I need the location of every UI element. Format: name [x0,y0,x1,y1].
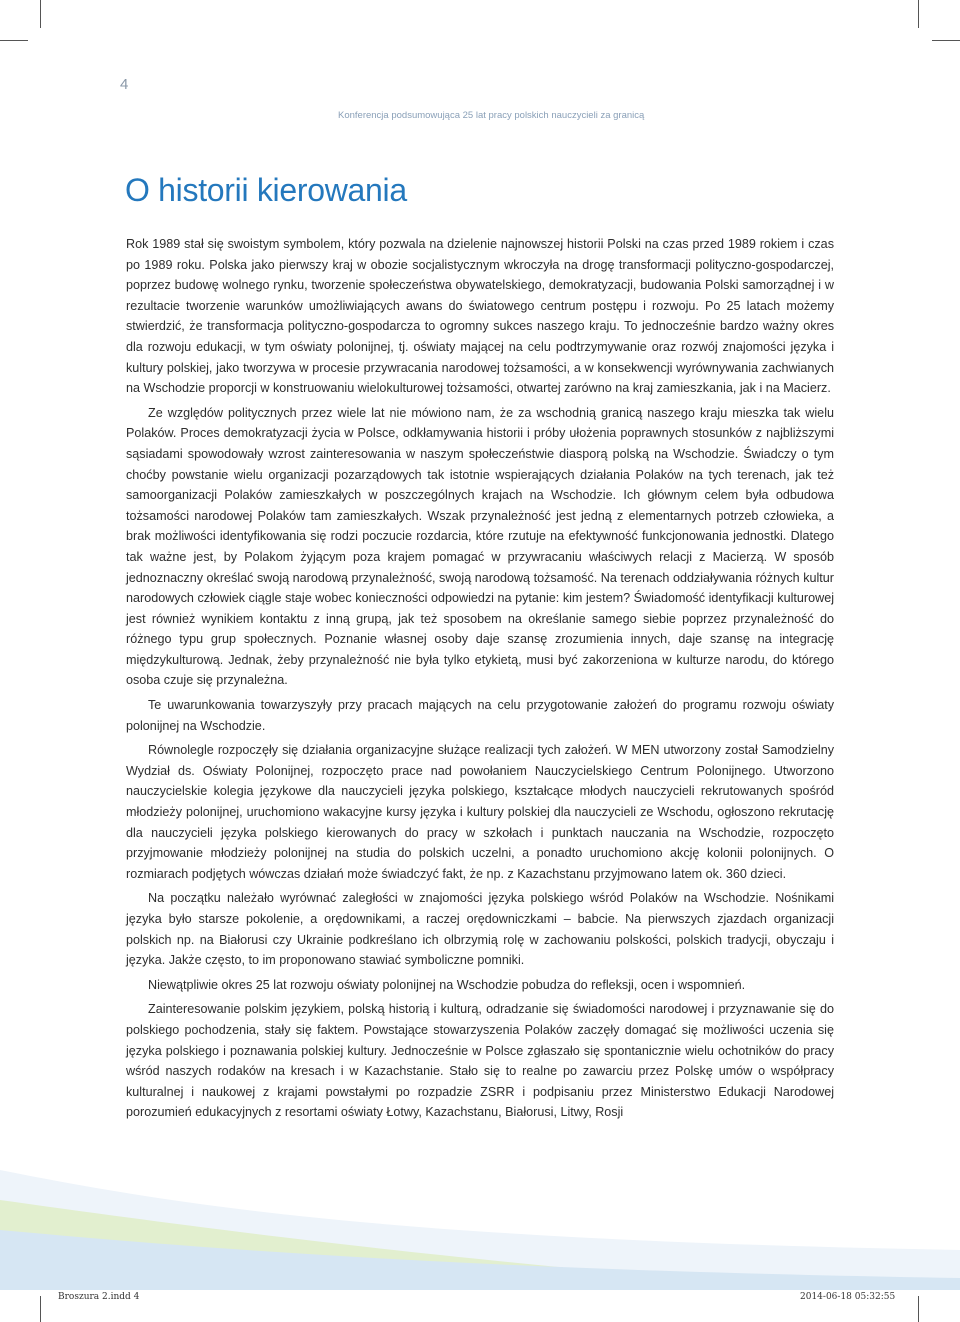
crop-mark [0,40,28,41]
page-number: 4 [120,76,129,93]
slug-timestamp: 2014-06-18 05:32:55 [800,1292,896,1302]
paragraph: Zainteresowanie polskim językiem, polską historią i kulturą, odradzanie się świadomości narodowej i przyznawanie się do polskiego pochodzenia, stały się faktem. Powstające stowarzyszenia Polaków zaczęły domagać się możliwości uczenia się języka polskiego i poznawania polskiej kultury. Jednocześnie w Polsce zgłaszało się spontanicznie wielu ochotników do pracy wśród naszych rodaków na kresach i w Kazachstanie. Stało się to realne po zawarciu przez Polskę umów o współpracy kulturalnej i naukowej z krajami powstałymi po rozpadzie ZSRR i podpisaniu przez Ministerstwo Edukacji Narodowej porozumień edukacyjnych z resortami oświaty Łotwy, Kazachstanu, Białorusi, Litwy, Rosji [126,1002,834,1120]
paragraph: Rok 1989 stał się swoistym symbolem, który pozwala na dzielenie najnowszej historii Polski na czas przed 1989 rokiem i czas po 1989 roku. Polska jako pierwszy kraj w obozie socjalistycznym wkroczyła na drogę transformacji polityczno-gospodarczej, poprzez budowę wolnego rynku, tworzenie społeczeństwa obywatelskiego, demokratyzacji, budowania Polski samorządnej i w rezultacie tworzenie warunków umożliwiających awans do światowego centrum postępu i rozwoju. Po 25 latach możemy stwierdzić, że transformacja polityczno-gospodarcza to ogromny sukces naszego kraju. To jednocześnie bardzo ważny okres dla rozwoju edukacji, w tym oświaty polonijnej, tj. oświaty mającej na celu podtrzymywanie oraz rozwój znajomości języka i kultury polskiej, jako tworzywa w procesie przywracania narodowej tożsamości, a w konsekwencji wyrównywania zachwianych na Wschodzie proporcji w konstruowaniu wielokulturowej tożsamości, otwartej zarówno na kraj zamieszkania, jak i na Macierz. [126,237,834,396]
running-header: Konferencja podsumowująca 25 lat pracy polskich nauczycieli za granicą [338,110,645,121]
paragraph: Na początku należało wyrównać zaległości w znajomości języka polskiego wśród Polaków na Wschodzie. Nośnikami języka było starsze pokolenie, a orędownikami, a raczej orędowniczkami – babcie. Na pierwszych zjazdach organizacji polskich np. na Białorusi czy Ukrainie podkreślano ich olbrzymią rolę w zachowaniu polskości, polskich tradycji, obyczaju i języka. Jakże często, to im proponowano stawiać symboliczne pomniki. [126,891,834,968]
crop-mark [918,1296,919,1322]
slug-file: Broszura 2.indd 4 [58,1292,140,1302]
paragraph: Ze względów politycznych przez wiele lat nie mówiono nam, że za wschodnią granicą naszego kraju mieszka tak wielu Polaków. Proces demokratyzacji życia w Polsce, odkłamywania historii i próby ułożenia poprawnych stosunków z najbliższymi sąsiadami spowodowały wzrost zainteresowania w naszym społeczeństwie diasporą polską na Wschodzie. Świadczy o tym choćby powstanie wielu organizacji pozarządowych tak istotnie wspierających działania Polaków na tych terenach, jak też samoorganizacji Polaków zamieszkałych w poszczególnych krajach na Wschodzie. Ich głównym celem była odbudowa tożsamości narodowej Polaków tam zamieszkałych. Wszak przynależność jest jedną z elementarnych potrzeb człowieka, a brak możliwości identyfikowania się rodzi poczucie rozdarcia, które rzutuje na efektywność funkcjonowania jednostki. Dlatego tak ważne jest, by Polakom żyjącym poza krajem pomagać w przywracaniu właściwych relacji z Macierzą. W sposób jednoznaczny określać swoją narodową przynależność, swoją narodową tożsamość. Na terenach oddziaływania różnych kultur narodowych człowiek ciągle staje wobec konieczności odpowiedzi na pytanie: kim jestem? Świadomość identyfikacji kulturowej jest również wynikiem kontaktu z inną grupą, jak też sposobem na określanie samego siebie poprzez przynależność do różnego typu grup społecznych. Poznanie własnej osoby daje szansę zrozumienia innych, daje szansę na integrację międzykulturową. Jednak, żeby przynależność nie była tylko etykietą, musi być zakorzeniona w kulturze narodu, do którego osoba czuje się przynależna. [126,405,834,688]
crop-mark [932,40,960,41]
paragraph: Niewątpliwie okres 25 lat rozwoju oświaty polonijnej na Wschodzie pobudza do refleksji, ocen i wspomnień. [148,977,746,992]
page-title: O historii kierowania [125,172,407,208]
paragraph: Równolegle rozpoczęły się działania organizacyjne służące realizacji tych założeń. W MEN utworzony został Samodzielny Wydział ds. Oświaty Polonijnej, rozpoczęto prace nad powołaniem Nauczycielskiego Centrum Polonijnego. Utworzono nauczycielskie kolegia językowe dla nauczycieli języka polskiego, kształcące młodych nauczycieli rekrutowanych spośród młodzieży polonijnej, uruchomiono wakacyjne kursy języka i kultury polskiej dla nauczycieli ze Wschodu, ogłoszono rekrutację dla nauczycieli języka polskiego kierowanych do pracy w szkołach i punktach nauczania na Wschodzie, rozpoczęto przyjmowanie młodzieży polonijnej na studia do polskich uczelni, a ponadto uruchomiono akcję kolonii polonijnych. O rozmiarach podjętych wówczas działań może świadczyć fakt, że np. z Kazachstanu przyjmowano latem ok. 360 dzieci. [126,743,834,881]
crop-mark [40,1296,41,1322]
crop-mark [40,0,41,28]
crop-mark [918,0,919,28]
decorative-waves [0,1130,960,1290]
article-body [126,234,834,1127]
paragraph: Te uwarunkowania towarzyszyły przy pracach mających na celu przygotowanie założeń do programu rozwoju oświaty polonijnej na Wschodzie. [126,698,834,733]
